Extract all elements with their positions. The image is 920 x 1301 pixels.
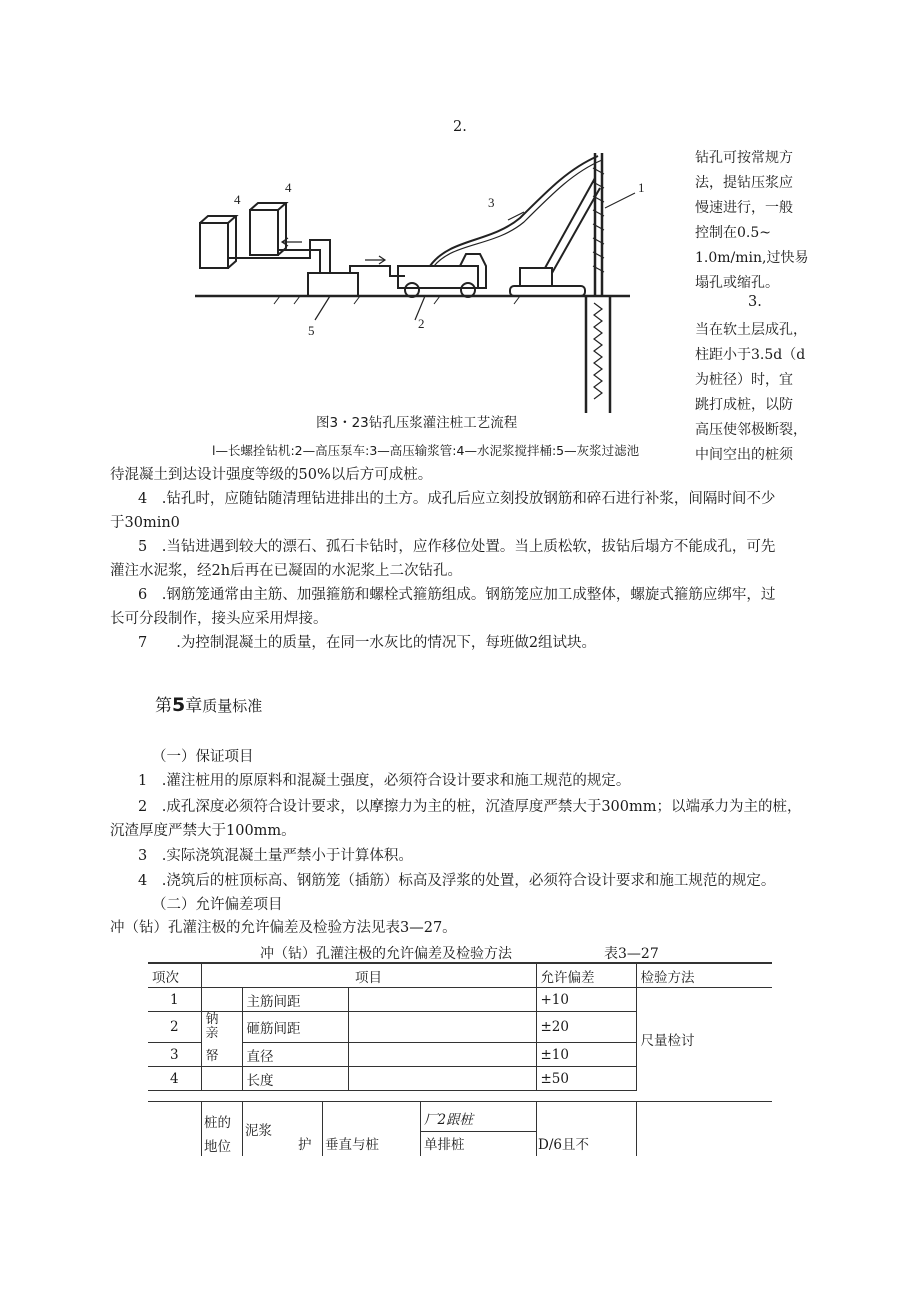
side-line: 中间空出的桩须 bbox=[695, 447, 793, 463]
sub-label-2: 单排桩 bbox=[424, 1137, 465, 1153]
section-allowance: （二）允许偏差项目 bbox=[152, 897, 283, 913]
header-method: 检验方法 bbox=[636, 964, 772, 988]
method-cell: 尺量检讨 bbox=[636, 988, 772, 1091]
quality-item-2-line-2: 沉渣厚度严禁大于100mm。 bbox=[110, 823, 296, 839]
diagram-label-4a: 4 bbox=[285, 180, 292, 195]
vline bbox=[536, 1101, 537, 1156]
chapter-prefix: 第 bbox=[155, 696, 172, 716]
side-line: 当在软土层成孔， bbox=[695, 322, 807, 338]
table-title: 冲（钻）孔灌注极的允许偏差及检验方法 bbox=[260, 946, 512, 962]
table-number: 表3—27 bbox=[604, 946, 659, 962]
table-header-row bbox=[148, 964, 772, 988]
figure-caption: 图3・23钻孔压浆灌注桩工艺流程 bbox=[316, 415, 518, 431]
group-cell bbox=[201, 988, 242, 1012]
row-index: 4 bbox=[148, 1067, 201, 1091]
group-label-top bbox=[201, 1012, 242, 1043]
row-index: 1 bbox=[148, 988, 201, 1012]
item-4-line-1: 4 .钻孔时，应随钻随清理钻进排出的土方。成孔后应立刻投放钢筋和碎石进行补浆，间隔时间不少 bbox=[138, 491, 776, 507]
side-line: 跳打成桩，以防 bbox=[695, 397, 793, 413]
diagram-label-5: 5 bbox=[308, 323, 315, 338]
row-item: 直径 bbox=[242, 1043, 348, 1067]
vertical-label: 垂直与桩 bbox=[325, 1137, 379, 1153]
side-step-number: 3. bbox=[748, 294, 762, 310]
vline bbox=[636, 1101, 637, 1156]
row-item: 主筋间距 bbox=[242, 988, 348, 1012]
chapter-heading bbox=[155, 691, 262, 716]
item-5-line-2: 灌注水泥浆，经2h后再在已凝固的水泥浆上二次钻孔。 bbox=[110, 563, 463, 579]
row-blank bbox=[348, 1043, 536, 1067]
deviation-table bbox=[148, 963, 772, 1091]
row-index: 2 bbox=[148, 1012, 201, 1043]
group-cell bbox=[201, 1067, 242, 1091]
row-item: 长度 bbox=[242, 1067, 348, 1091]
vline bbox=[242, 1101, 243, 1156]
group-char: 钠 bbox=[205, 1012, 219, 1028]
side-text-a bbox=[695, 146, 813, 296]
slurry-label: 泥浆 bbox=[245, 1123, 272, 1139]
side-line: 高压使邻极断裂， bbox=[695, 422, 807, 438]
row-blank bbox=[348, 988, 536, 1012]
vline bbox=[322, 1101, 323, 1156]
diagram-label-4b: 4 bbox=[234, 192, 241, 207]
second-tolerance: D/6且不 bbox=[538, 1137, 589, 1153]
diagram-label-2: 2 bbox=[418, 316, 425, 331]
row-item: 砸筋间距 bbox=[242, 1012, 348, 1043]
table-intro: 冲（钻）孔灌注极的允许偏差及检验方法见表3—27。 bbox=[110, 920, 457, 936]
chapter-suffix: 章 bbox=[185, 696, 203, 716]
hline bbox=[420, 1131, 536, 1132]
item-7: 7 .为控制混凝土的质量，在同一水灰比的情况下，每班做2组试块。 bbox=[138, 635, 597, 651]
drilling-process-diagram bbox=[190, 148, 670, 418]
row-blank bbox=[348, 1067, 536, 1091]
position-label-1: 桩的 bbox=[204, 1115, 231, 1131]
side-line: 慢速进行，一般 bbox=[695, 200, 793, 216]
side-line: 为桩径）时，宜 bbox=[695, 372, 793, 388]
item-6-line-2: 长可分段制作，接头应采用焊接。 bbox=[110, 611, 328, 627]
continuation-text: 待混凝土到达设计强度等级的50%以后方可成桩。 bbox=[110, 467, 433, 483]
side-line: 塌孔或缩孔。 bbox=[695, 275, 779, 291]
quality-item-4: 4 .浇筑后的桩顶标高、钢筋笼（插筋）标高及浮浆的处置，必须符合设计要求和施工规范的规定。 bbox=[138, 873, 776, 889]
header-item: 项目 bbox=[201, 964, 536, 988]
figure-step-number: 2. bbox=[453, 119, 467, 135]
diagram-label-1: 1 bbox=[638, 180, 645, 195]
item-4-line-2: 于30min0 bbox=[110, 515, 180, 531]
diagram-label-3: 3 bbox=[488, 195, 495, 210]
row-blank bbox=[348, 1012, 536, 1043]
side-line: 控制在0.5~ bbox=[695, 225, 771, 241]
quality-item-2-line-1: 2 .成孔深度必须符合设计要求，以摩擦力为主的桩，沉渣厚度严禁大于300mm；以端承力为主的桩， bbox=[138, 799, 802, 815]
row-index: 3 bbox=[148, 1043, 201, 1067]
position-label-2: 地位 bbox=[204, 1139, 231, 1155]
row-tolerance: ±50 bbox=[536, 1067, 636, 1091]
group-label-bottom: 帑 bbox=[201, 1043, 242, 1067]
quality-item-1: 1 .灌注桩用的原原料和混凝土强度，必须符合设计要求和施工规范的规定。 bbox=[138, 773, 631, 789]
row-tolerance: +10 bbox=[536, 988, 636, 1012]
row-tolerance: ±20 bbox=[536, 1012, 636, 1043]
header-index: 项次 bbox=[148, 964, 201, 988]
vline bbox=[420, 1101, 421, 1156]
section-guarantee: （一）保证项目 bbox=[152, 749, 254, 765]
side-line: 钻孔可按常规方 bbox=[695, 150, 793, 166]
side-text-b bbox=[695, 318, 813, 468]
row-tolerance: ±10 bbox=[536, 1043, 636, 1067]
header-tolerance: 允许偏差 bbox=[536, 964, 636, 988]
figure-legend: l—长螺拴钻机:2—高压泵车:3—高压输浆管:4—水泥浆搅拌桶:5—灰浆过滤池 bbox=[212, 443, 640, 456]
group-char: 亲 bbox=[205, 1026, 219, 1042]
item-5-line-1: 5 .当钻进遇到较大的漂石、孤石卡钻时，应作移位处置。当上质松软，拔钻后塌方不能成孔，可先 bbox=[138, 539, 776, 555]
guard-label: 护 bbox=[298, 1137, 312, 1153]
chapter-number: 5 bbox=[172, 694, 186, 716]
table-second-block bbox=[148, 1101, 772, 1156]
item-6-line-1: 6 .钢筋笼通常由主筋、加强箍筋和螺栓式箍筋组成。钢筋笼应加工成整体，螺旋式箍筋应绑牢，过 bbox=[138, 587, 776, 603]
side-line: 1.0m/min,过快易 bbox=[695, 250, 809, 266]
sub-label-1: 厂2跟桩 bbox=[424, 1112, 474, 1128]
chapter-title: 质量标准 bbox=[202, 697, 263, 715]
vline bbox=[201, 1101, 202, 1156]
side-line: 柱距小于3.5d（d bbox=[695, 347, 806, 363]
side-line: 法，提钻压浆应 bbox=[695, 175, 793, 191]
table-row bbox=[148, 988, 772, 1012]
quality-item-3: 3 .实际浇筑混凝土量严禁小于计算体积。 bbox=[138, 848, 413, 864]
